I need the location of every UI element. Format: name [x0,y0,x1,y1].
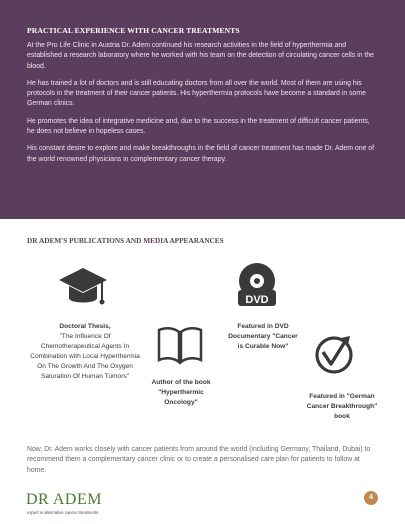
experience-paragraph-4: His constant desire to explore and make breakthroughs in the field of cancer treatment has made Dr. Adem one of the world renowned physicians in complementary cancer therapy. [27,145,375,163]
logo-wordmark: DR ADEM [26,491,102,508]
experience-paragraph-1: At the Pro Life Clinic in Austria Dr. Adem continued his research activities in the field of hyperthermia and established a research laboratory where he worked with his team on the detection of circulating cancer cells in the blood. [27,42,375,70]
graduation-cap-icon [58,266,108,314]
publication-item-dvd [225,322,301,352]
dr-adem-logo [26,491,136,519]
breakthrough-label: Featured in "German Cancer Breakthrough" book [306,393,378,420]
publication-item-thesis [30,322,140,382]
publications-title: DR ADEM'S PUBLICATIONS AND MEDIA APPEARANCES [27,236,224,245]
thesis-detail: "The Influence Of Chemotherapeutical Agents In Combination with Local Hyperthermia On The Growth And The Oxygen Saturation Of Human Tumors" [30,333,140,380]
experience-panel [0,0,405,219]
experience-title: PRACTICAL EXPERIENCE WITH CANCER TREATMENTS [27,26,240,35]
page-number-badge: 4 [364,491,378,505]
logo-tagline: expert in alternative cancer treatments [27,510,99,515]
closing-paragraph: Now, Dr. Adem works closely with cancer patients from around the world (including Germany, Thailand, Dubai) to recommend them a complementary cancer clinic or to create a personalised care plan for patients to follow at home. [27,446,371,474]
dvd-label-text: DVD [245,294,269,306]
open-book-icon [156,326,204,366]
thesis-label: Doctoral Thesis, [59,323,111,330]
publication-item-book [148,378,214,408]
experience-paragraph-2: He has trained a lot of doctors and is still educating doctors from all over the world. Most of them are using his protocols in the treatment of their cancer patients. His hyperthermia protocols have become a standard in some German clinics. [27,79,366,108]
publication-item-breakthrough [302,392,382,422]
breakthrough-arrow-icon [313,334,355,376]
dvd-label: Featured in DVD Documentary "Cancer is Curable Now" [228,323,298,350]
experience-paragraph-3: He promotes the idea of integrative medicine and, due to the success in the treatment of difficult cancer patients, he does not believe in hopeless cases. [27,117,370,136]
dvd-icon [236,262,278,310]
book-label: Author of the book "Hyperthermic Oncology" [151,379,211,406]
